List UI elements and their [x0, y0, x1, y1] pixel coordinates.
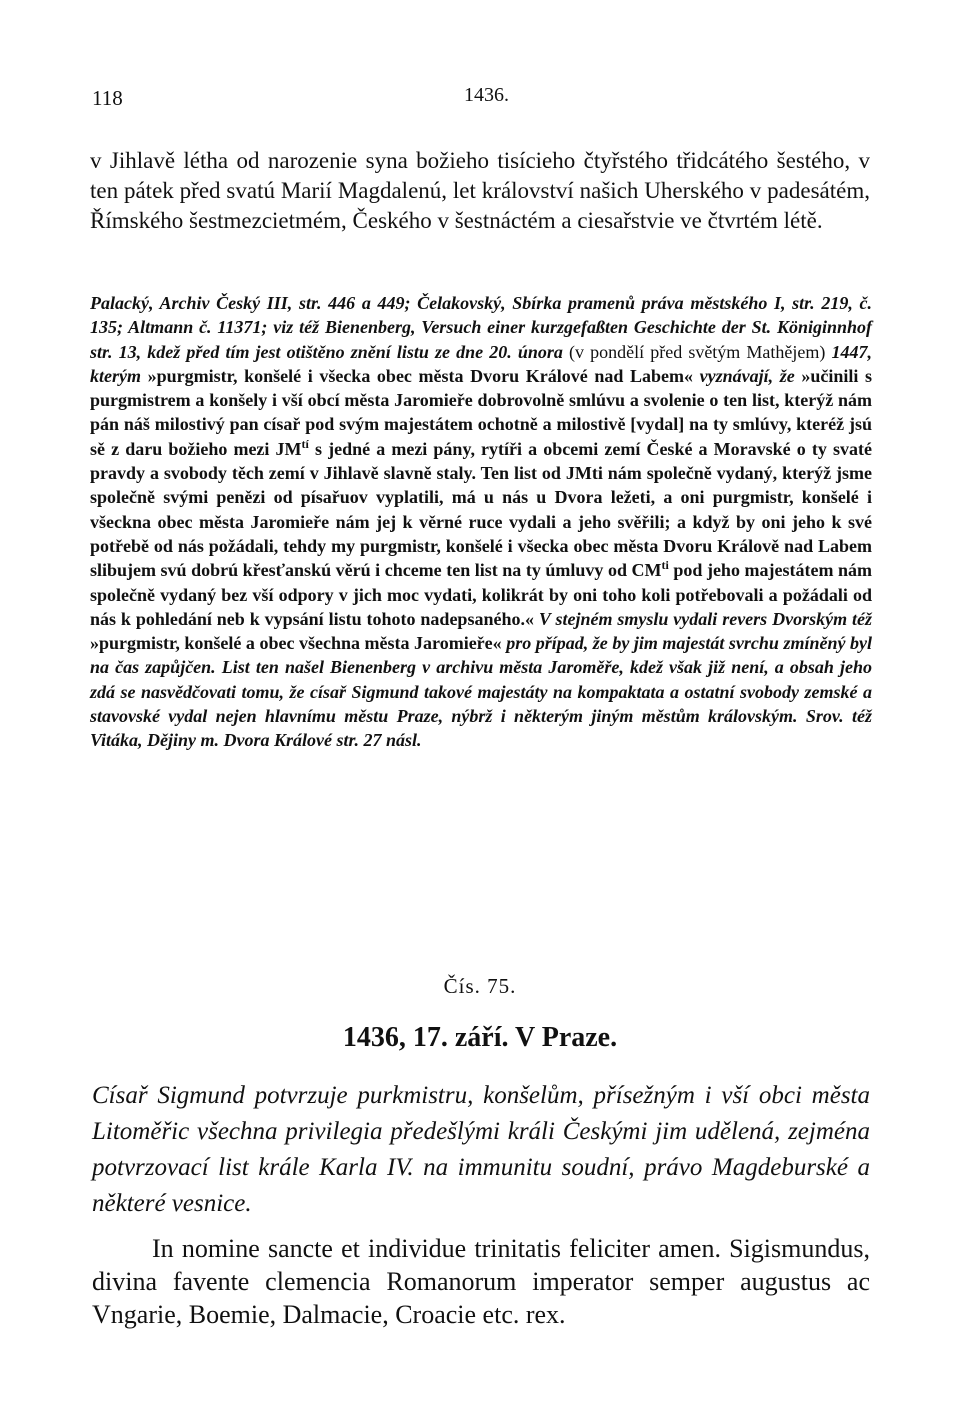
editorial-notes — [90, 291, 872, 753]
note-italic-3: vyznávají, že — [699, 365, 795, 386]
note-superscript-2: ti — [661, 558, 669, 573]
note-quote-1: »purgmistr, konšelé i všecka obec města Dvoru Králové nad Labem« — [141, 365, 700, 386]
latin-paragraph: In nomine sancte et individue trinitatis feliciter amen. Sigismundus, divina favente clemencia Romanorum imperator semper augustus ac Vngarie, Boemie, Dalmacie, Croacie etc. rex. — [92, 1234, 870, 1329]
main-text — [90, 146, 870, 236]
note-italic-5: pro případ, že by jim majestát svrchu zmíněný byl na čas zapůjčen. List ten našel Bienenberg v archivu města Jaroměře, kdež však již není, a obsah jeho zdá se nasvědčovati tomu, že císař Sigmund takové majestáty na kompaktata a ostatní svobody zemské a stavovské vydal nejen hlavnímu městu Praze, nýbrž i některým jiným městům královským. Srov. též Vitáka, Dějiny m. Dvora Králové str. 27 násl. — [90, 633, 872, 751]
note-quote-2a: »učinili s purgmistrem a konšely i vší obcí města Jaromieře dobrovolně smlúvu a svolenie o ten list, kterýž nám pán náš milostivý pan císař pod svým majestátem ochotně a milostivě [vydal] na ty smlúvy, kteréž jsú sě z daru božieho mezi JM — [90, 365, 872, 459]
note-superscript-1: tí — [301, 436, 309, 451]
running-year: 1436. — [464, 84, 509, 106]
note-quote-2c: pod jeho majestátem nám společně vydaný bez vší odpory v jich moc vydati, kolikrát by oni toho koli potřebovali a požádali od nás k pohledání neb k vypsání listu tohoto nadepsaného.« — [90, 560, 872, 629]
regest — [92, 1078, 870, 1222]
document-heading: 1436, 17. září. V Praze. — [342, 1022, 618, 1053]
page-number: 118 — [92, 86, 123, 110]
note-upright-1: (v pondělí před světým Mathějem) — [562, 341, 832, 362]
note-italic-2: 1447, kterým — [90, 341, 873, 386]
notes-paragraph — [90, 291, 872, 753]
note-italic-1: Palacký, Archiv Český III, str. 446 a 449; Čelakovský, Sbírka pramenů práva městského I, str. 219, č. 135; Altmann č. 11371; viz též Bienenberg, Versuch einer kurzgefaßten Geschichte der St. Königinnhof str. 13, kdež před tím jest otištěno znění listu ze dne 20. února — [90, 293, 872, 362]
latin-text — [92, 1232, 870, 1331]
note-italic-4: V stejném smyslu vydali revers Dvorským též — [538, 608, 872, 629]
note-quote-2b: s jedné a mezi pány, rytíři a obcemi zemí České a Moravské o ty svaté pravdy a svobody těch zemí v Jihlavě slavně staly. Ten list od JMti nám společně vydaný, kterýž jsme společně svými penězi od písařuov vyplatili, má u nás u Dvora ležeti, a oni purgmistr, konšelé i všeckna obec města Jaromieře nám jej k věrné ruce vydali a jeho svěřili; a když by oni jeho k své potřebě od nás požádali, tehdy my purgmistr, konšelé i všecka obec města Dvoru Králově nad Labem slibujem svú dobrú křesťanskú věrú i chceme ten list na ty úmluvy od CM — [90, 438, 872, 581]
main-paragraph: v Jihlavě létha od narozenie syna božieho tisícieho čtyřstého třidcátého šestého, v ten pátek před svatú Marií Magdalenú, let království našich Uherského v padesátém, Římského šestmezcietmém, Českého v šestnáctém a ciesařstvie ve čtvrtém létě. — [90, 148, 870, 233]
note-quote-3: »purgmistr, konšelé a obec všechna města Jaromieře« — [90, 633, 507, 654]
regest-text: Císař Sigmund potvrzuje purkmistru, konšelům, přísežným i vší obci města Litoměřic všechna privilegia předešlými králi Českými jim udělená, zejména potvrzovací list krále Karla IV. na immunitu soudní, právo Magdeburské a některé vesnice. — [92, 1082, 870, 1217]
document-number: Čís. 75. — [443, 974, 517, 998]
